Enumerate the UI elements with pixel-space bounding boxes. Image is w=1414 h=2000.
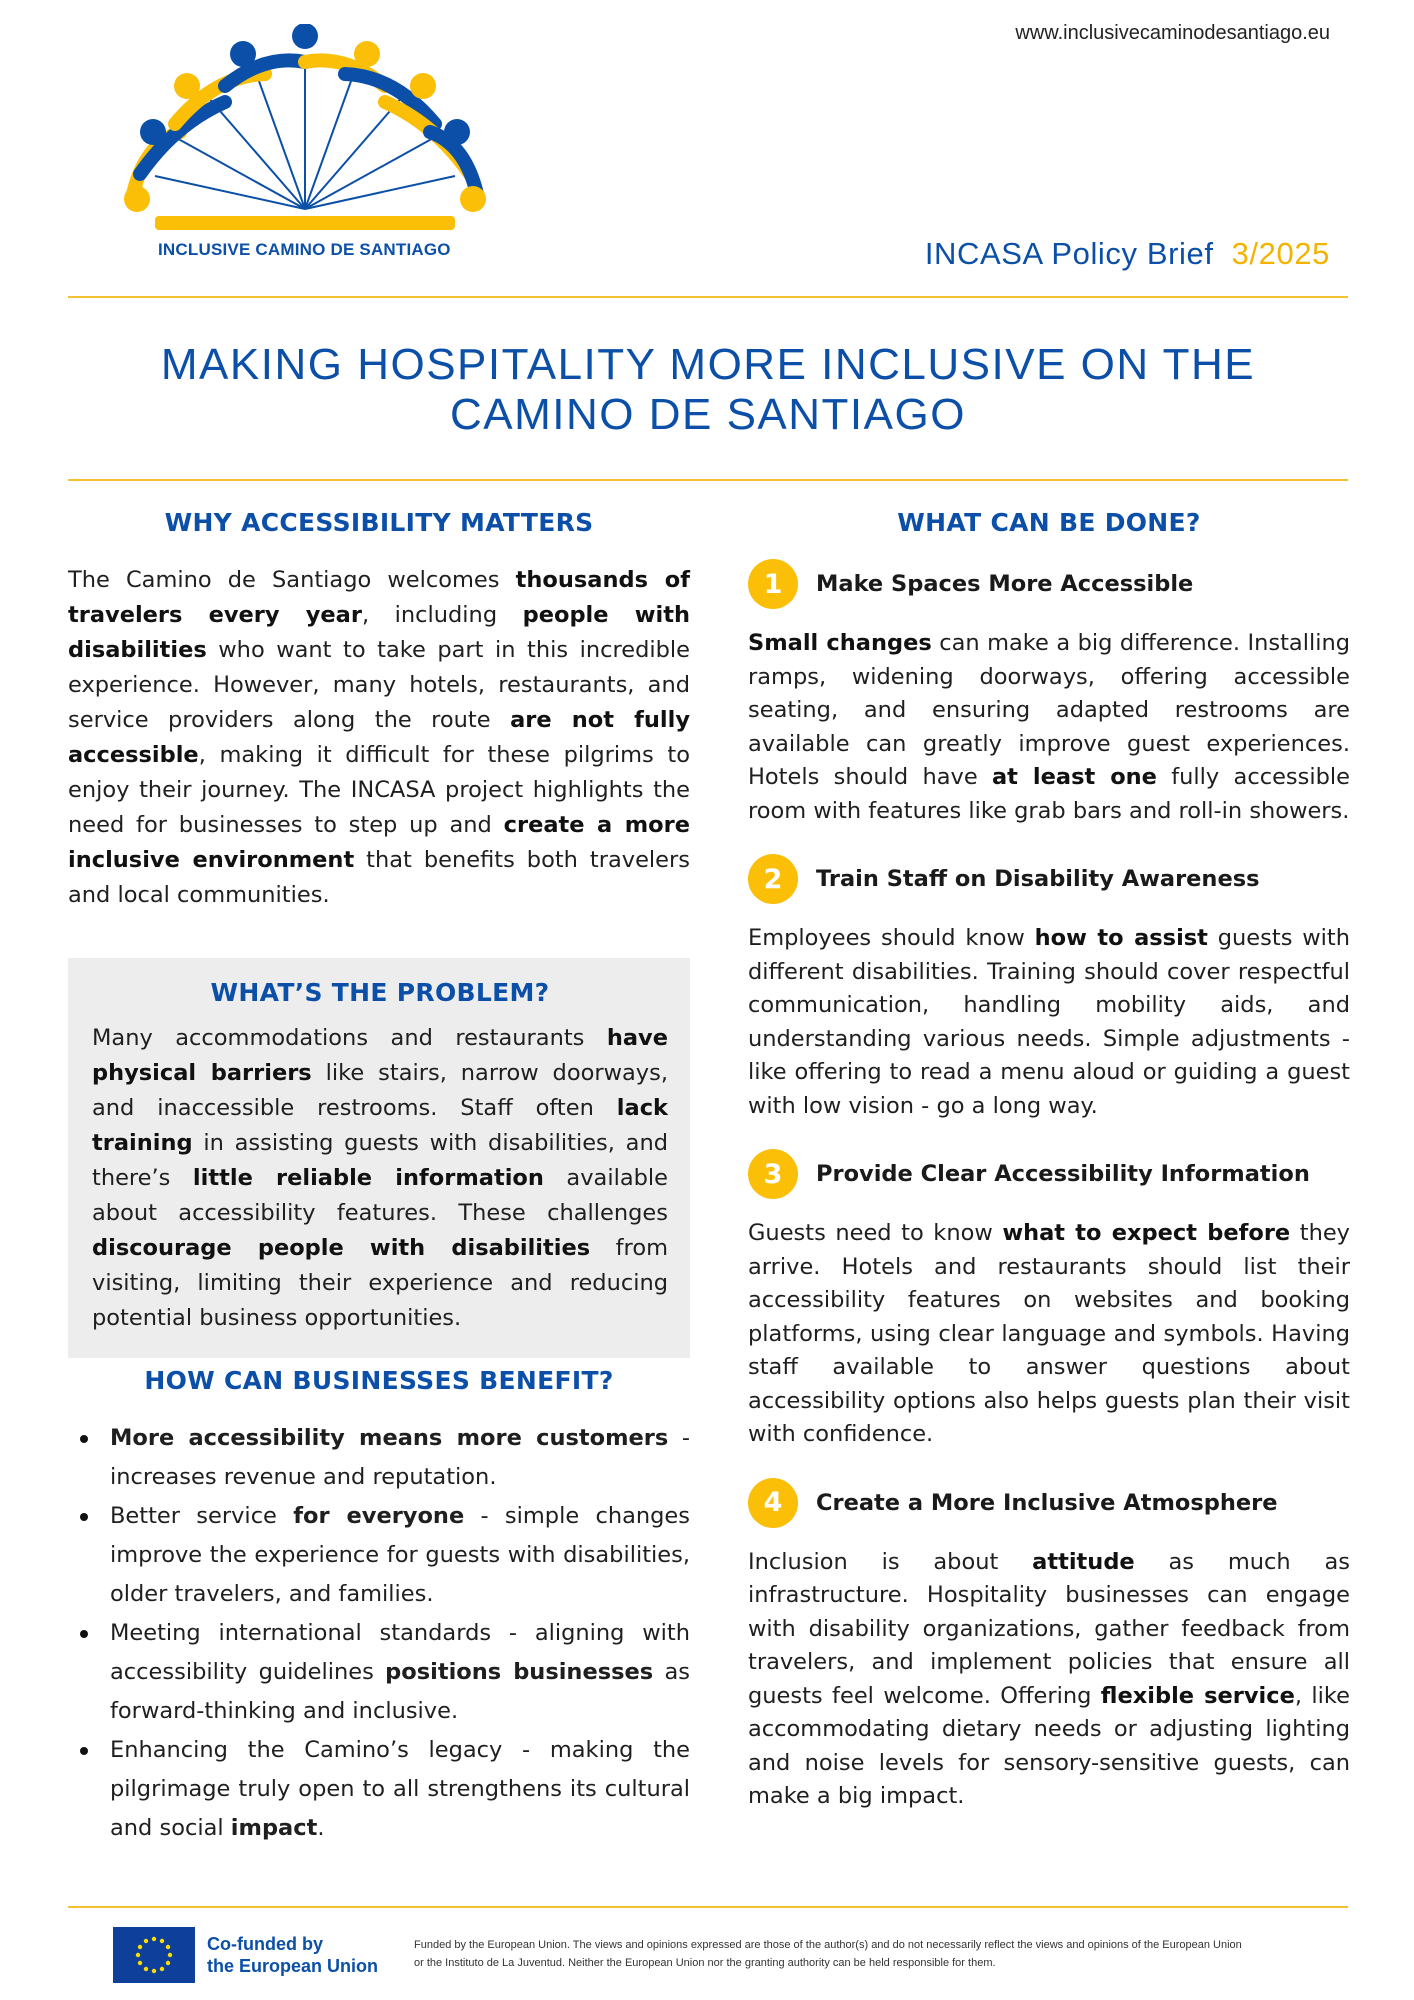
eu-cofunding-badge (113, 1927, 378, 1983)
website-url[interactable]: www.inclusivecaminodesantiago.eu (1015, 22, 1330, 44)
eu-flag-icon (113, 1927, 195, 1983)
footer-divider (68, 1906, 1348, 1908)
step-4 (748, 1478, 1350, 1814)
problem-paragraph: Many accommodations and restaurants have physical barriers like stairs, narrow doorways, and inaccessible restrooms. Staff often lack training in assisting guests with disabilities, and there’s little reliable information available about accessibility features. These challenges discourage people with disabilities from visiting, limiting their experience and reducing potential business opportunities. (92, 1025, 669, 1331)
step-title: Train Staff on Disability Awareness (816, 866, 1260, 892)
step-paragraph: Guests need to know what to expect before they arrive. Hotels and restaurants should list their accessibility features on websites and booking platforms, using clear language and symbols. Having staff available to answer questions about accessibility options also helps guests plan their visit with confidence. (748, 1220, 1350, 1447)
problem-heading: WHAT’S THE PROBLEM? (210, 978, 550, 1007)
brief-label: INCASA Policy Brief (924, 236, 1214, 271)
header-divider (68, 296, 1348, 298)
title-line-2: CAMINO DE SANTIAGO (450, 390, 966, 439)
benefit-item: Enhancing the Camino’s legacy - making the pilgrimage truly open to all strengthens its cultural and social impact. (68, 1731, 690, 1848)
step-2 (748, 854, 1350, 1123)
benefit-list (68, 1419, 690, 1848)
step-header (748, 854, 1350, 904)
step-title: Make Spaces More Accessible (816, 571, 1194, 597)
step-number-badge: 1 (748, 559, 798, 609)
step-header (748, 1149, 1350, 1199)
disclaimer-line-1: Funded by the European Union. The views and opinions expressed are those of the author(s) and do not necessarily reflect the views and opinions of the European Union (414, 1939, 1242, 1951)
page-title (68, 340, 1348, 440)
step-paragraph: Small changes can make a big difference. Installing ramps, widening doorways, offering accessible seating, and ensuring adapted restrooms are available can greatly improve guest experiences. Hotels should have at least one fully accessible room with features like grab bars and roll-in showers. (748, 630, 1351, 824)
funding-disclaimer (414, 1936, 1349, 1972)
brief-number: 3/2025 (1231, 236, 1330, 271)
right-column (748, 508, 1350, 1814)
eu-text-line-2: the European Union (207, 1956, 378, 1976)
benefit-item: More accessibility means more customers - increases revenue and reputation. (68, 1419, 690, 1497)
eu-cofunded-text (207, 1933, 378, 1977)
disclaimer-line-2: or the Instituto de La Juventud. Neither the European Union nor the granting authority can be held responsible for them. (414, 1957, 996, 1969)
why-paragraph: The Camino de Santiago welcomes thousands of travelers every year, including people with disabilities who want to take part in this incredible experience. However, many hotels, restaurants, and service providers along the route are not fully accessible, making it difficult for these pilgrims to enjoy their journey. The INCASA project highlights the need for businesses to step up and create a more inclusive environment that benefits both travelers and local communities. (68, 567, 691, 908)
step-title: Create a More Inclusive Atmosphere (816, 1489, 1278, 1516)
benefit-item: Better service for everyone - simple changes improve the experience for guests with disabilities, older travelers, and families. (68, 1497, 690, 1614)
why-heading: WHY ACCESSIBILITY MATTERS (164, 508, 594, 537)
title-line-1: MAKING HOSPITALITY MORE INCLUSIVE ON THE (160, 340, 1256, 389)
done-heading: WHAT CAN BE DONE? (897, 508, 1201, 537)
step-number-badge: 3 (748, 1149, 798, 1199)
problem-box (68, 958, 690, 1358)
benefit-section (68, 1366, 690, 1848)
policy-brief-label (925, 236, 1330, 272)
benefit-item: Meeting international standards - aligning with accessibility guidelines positions businesses as forward-thinking and inclusive. (68, 1614, 690, 1731)
step-1 (748, 559, 1350, 828)
step-number-badge: 4 (748, 1478, 798, 1528)
title-divider (68, 479, 1348, 481)
incasa-logo (115, 24, 495, 270)
step-3 (748, 1149, 1350, 1452)
logo-caption: INCLUSIVE CAMINO DE SANTIAGO (158, 240, 451, 259)
step-header (748, 559, 1350, 609)
step-paragraph: Inclusion is about attitude as much as infrastructure. Hospitality businesses can engage with disability organizations, gather feedback from travelers, and implement policies that ensure all guests feel welcome. Offering flexible service, like accommodating dietary needs or adjusting lighting and noise levels for sensory-sensitive guests, can make a big impact. (748, 1548, 1350, 1809)
step-number-badge: 2 (748, 854, 798, 904)
benefit-heading: HOW CAN BUSINESSES BENEFIT? (144, 1366, 614, 1395)
step-paragraph: Employees should know how to assist guests with different disabilities. Training should cover respectful communication, handling mobility aids, and understanding various needs. Simple adjustments - like offering to read a menu aloud or guiding a guest with low vision - go a long way. (748, 925, 1350, 1119)
eu-text-line-1: Co-funded by (207, 1934, 323, 1954)
logo-figures-icon (115, 24, 495, 244)
step-title: Provide Clear Accessibility Information (816, 1161, 1310, 1187)
left-column (68, 508, 691, 1841)
step-header (748, 1478, 1350, 1528)
